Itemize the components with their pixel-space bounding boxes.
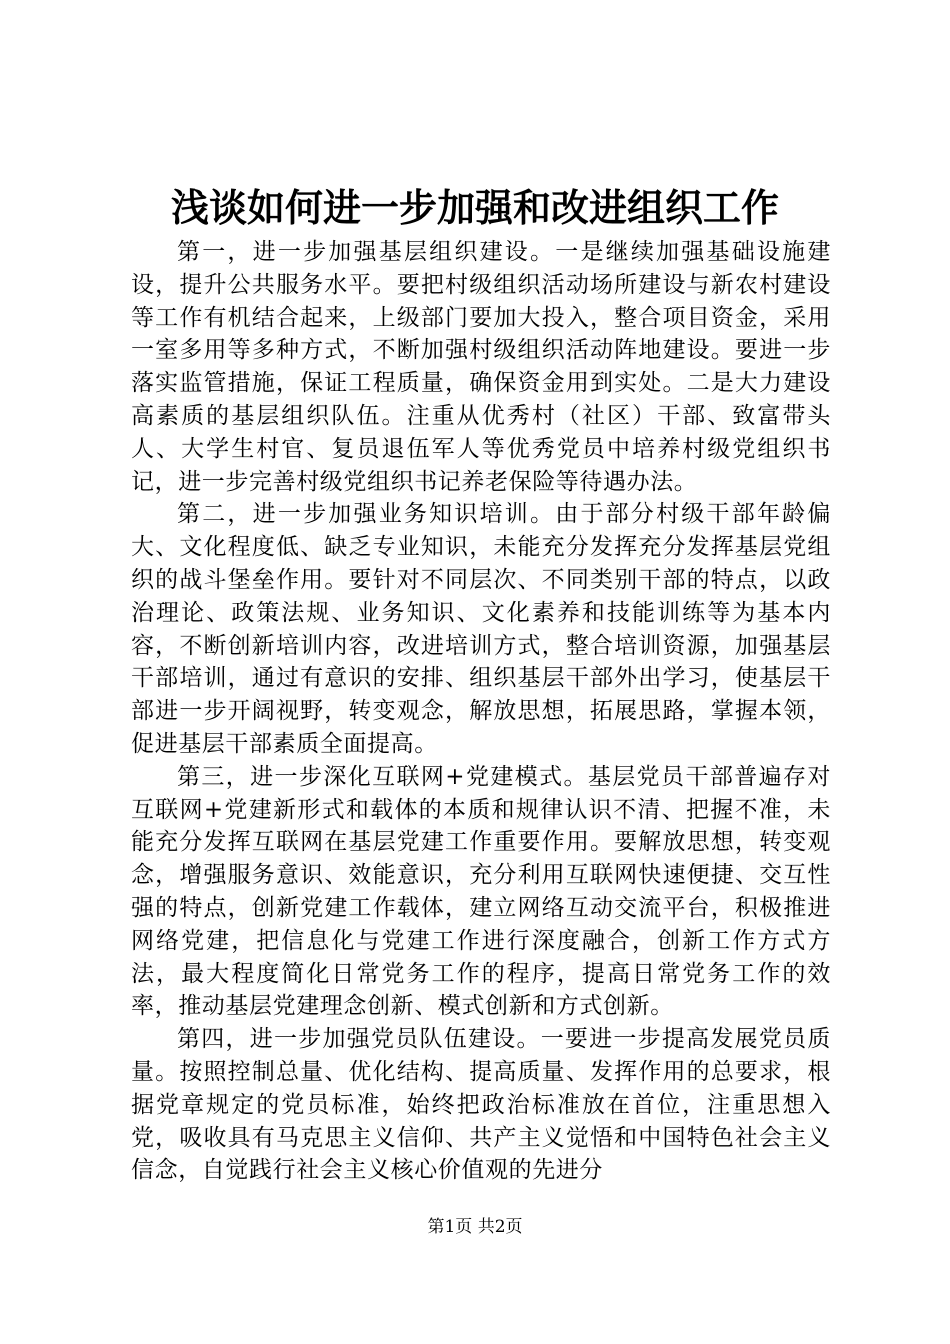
paragraph-3: 第三，进一步深化互联网+党建模式。基层党员干部普遍存对互联网+党建新形式和载体的本质和规律认识不清、把握不准，未能充分发挥互联网在基层党建工作重要作用。要解放思想，转变观念，增强服务意识、效能意识，充分利用互联网快速便捷、交互性强的特点，创新党建工作载体，建立网络互动交流平台，积极推进网络党建，把信息化与党建工作进行深度融合，创新工作方式方法，最大程度简化日常党务工作的程序，提高日常党务工作的效率，推动基层党建理念创新、模式创新和方式创新。 [131, 763, 831, 1020]
paragraph-4: 第四，进一步加强党员队伍建设。一要进一步提高发展党员质量。按照控制总量、优化结构、提高质量、发挥作用的总要求，根据党章规定的党员标准，始终把政治标准放在首位，注重思想入党，吸收具有马克思主义信仰、共产主义觉悟和中国特色社会主义信念，自觉践行社会主义核心价值观的先进分 [131, 1026, 831, 1184]
document-body [131, 236, 831, 1187]
page-number-footer: 第1页 共2页 [427, 1217, 523, 1237]
paragraph-2: 第二，进一步加强业务知识培训。由于部分村级干部年龄偏大、文化程度低、缺乏专业知识，未能充分发挥充分发挥基层党组织的战斗堡垒作用。要针对不同层次、不同类别干部的特点，以政治理论、政策法规、业务知识、文化素养和技能训练等为基本内容，不断创新培训内容，改进培训方式，整合培训资源，加强基层干部培训，通过有意识的安排、组织基层干部外出学习，使基层干部进一步开阔视野，转变观念，解放思想，拓展思路，掌握本领，促进基层干部素质全面提高。 [131, 501, 831, 757]
paragraph-1: 第一，进一步加强基层组织建设。一是继续加强基础设施建设，提升公共服务水平。要把村级组织活动场所建设与新农村建设等工作有机结合起来，上级部门要加大投入，整合项目资金，采用一室多用等多种方式，不断加强村级组织活动阵地建设。要进一步落实监管措施，保证工程质量，确保资金用到实处。二是大力建设高素质的基层组织队伍。注重从优秀村（社区）干部、致富带头人、大学生村官、复员退伍军人等优秀党员中培养村级党组织书记，进一步完善村级党组织书记养老保险等待遇办法。 [131, 239, 831, 495]
document-title: 浅谈如何进一步加强和改进组织工作 [170, 185, 779, 230]
